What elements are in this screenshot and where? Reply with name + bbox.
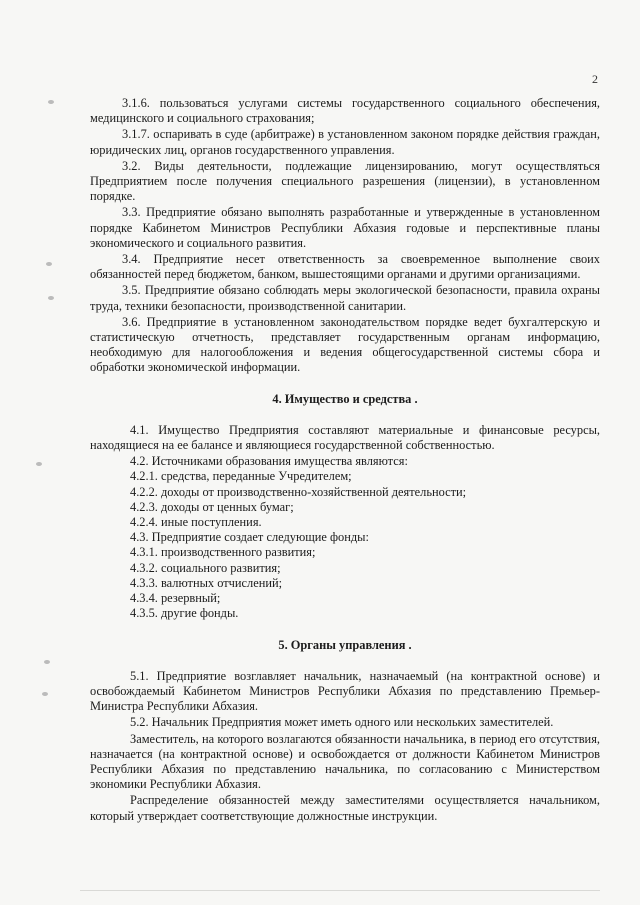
list-item: 4.3.3. валютных отчислений; bbox=[130, 575, 283, 590]
paragraph: 3.4. Предприятие несет ответственность за своевременное выполнение своих обязанностей перед бюджетом, банком, вышестоящими органами и другими организациями. bbox=[90, 252, 600, 282]
list-item: 4.3.4. резервный; bbox=[130, 591, 221, 606]
scan-mark bbox=[48, 100, 54, 104]
paragraph: 5.1. Предприятие возглавляет начальник, назначаемый (на контрактной основе) и освобождаемый Кабинетом Министров Республики Абхазия по представлению Премьер-Министра Республики Абхазия. bbox=[90, 668, 600, 714]
scan-mark bbox=[42, 692, 48, 696]
list-item: 4.3.5. другие фонды. bbox=[130, 606, 239, 621]
list-item: 4.3.2. социального развития; bbox=[130, 560, 281, 575]
scan-mark bbox=[44, 660, 50, 664]
list-item: 4.2.4. иные поступления. bbox=[130, 515, 262, 530]
scan-mark bbox=[48, 296, 54, 300]
list-item: 4.2. Источниками образования имущества являются: bbox=[130, 454, 408, 469]
paragraph: 3.5. Предприятие обязано соблюдать меры экологической безопасности, правила охраны труда, техники безопасности, производственной санитарии. bbox=[90, 283, 600, 313]
paragraph: 3.1.6. пользоваться услугами системы государственного социального обеспечения, медицинского и социального страхования; bbox=[90, 96, 600, 126]
list-item: 4.2.2. доходы от производственно-хозяйственной деятельности; bbox=[130, 484, 467, 499]
paragraph: 3.6. Предприятие в установленном законодательством порядке ведет бухгалтерскую и статистическую отчетность, представляет государственным органам информацию, необходимую для налогообложения и ведения общегосударственной системы сбора и обработки экономической информации. bbox=[90, 314, 600, 375]
paragraph: 3.2. Виды деятельности, подлежащие лицензированию, могут осуществляться Предприятием после получения специального разрешения (лицензии), в установленном порядке. bbox=[90, 158, 600, 204]
paragraph: 3.1.7. оспаривать в суде (арбитраже) в установленном законом порядке действия граждан, юридических лиц, органов государственного управления. bbox=[90, 127, 600, 157]
list-item: 4.2.1. средства, переданные Учредителем; bbox=[130, 469, 352, 484]
list-item: 4.2.3. доходы от ценных бумаг; bbox=[130, 499, 294, 514]
document-body bbox=[90, 96, 600, 825]
paragraph: 4.1. Имущество Предприятия составляют материальные и финансовые ресурсы, находящиеся на ее балансе и являющиеся государственной собственностью. bbox=[90, 422, 600, 453]
scan-mark bbox=[36, 462, 42, 466]
paragraph: Заместитель, на которого возлагаются обязанности начальника, в период его отсутствия, назначается (на контрактной основе) и освобождается от должности Кабинетом Министров Республики Абхазия по представлению начальника, по согласованию с Министерством экономики Республики Абхазия. bbox=[90, 731, 600, 792]
section-heading-5: 5. Органы управления . bbox=[278, 637, 412, 652]
paragraph: 3.3. Предприятие обязано выполнять разработанные и утвержденные в установленном порядке Кабинетом Министров Республики Абхазия годовые и перспективные планы экономического и социального развития. bbox=[90, 205, 600, 250]
section-heading-4: 4. Имущество и средства . bbox=[272, 391, 418, 406]
paragraph: Распределение обязанностей между заместителями осуществляется начальником, который утверждает соответствующие должностные инструкции. bbox=[90, 793, 600, 823]
scan-mark bbox=[46, 262, 52, 266]
list-item: 4.3.1. производственного развития; bbox=[130, 545, 316, 560]
list-item: 4.3. Предприятие создает следующие фонды: bbox=[130, 530, 369, 545]
page-number: 2 bbox=[592, 72, 598, 86]
scan-edge bbox=[80, 890, 600, 891]
paragraph: 5.2. Начальник Предприятия может иметь одного или нескольких заместителей. bbox=[130, 715, 554, 730]
